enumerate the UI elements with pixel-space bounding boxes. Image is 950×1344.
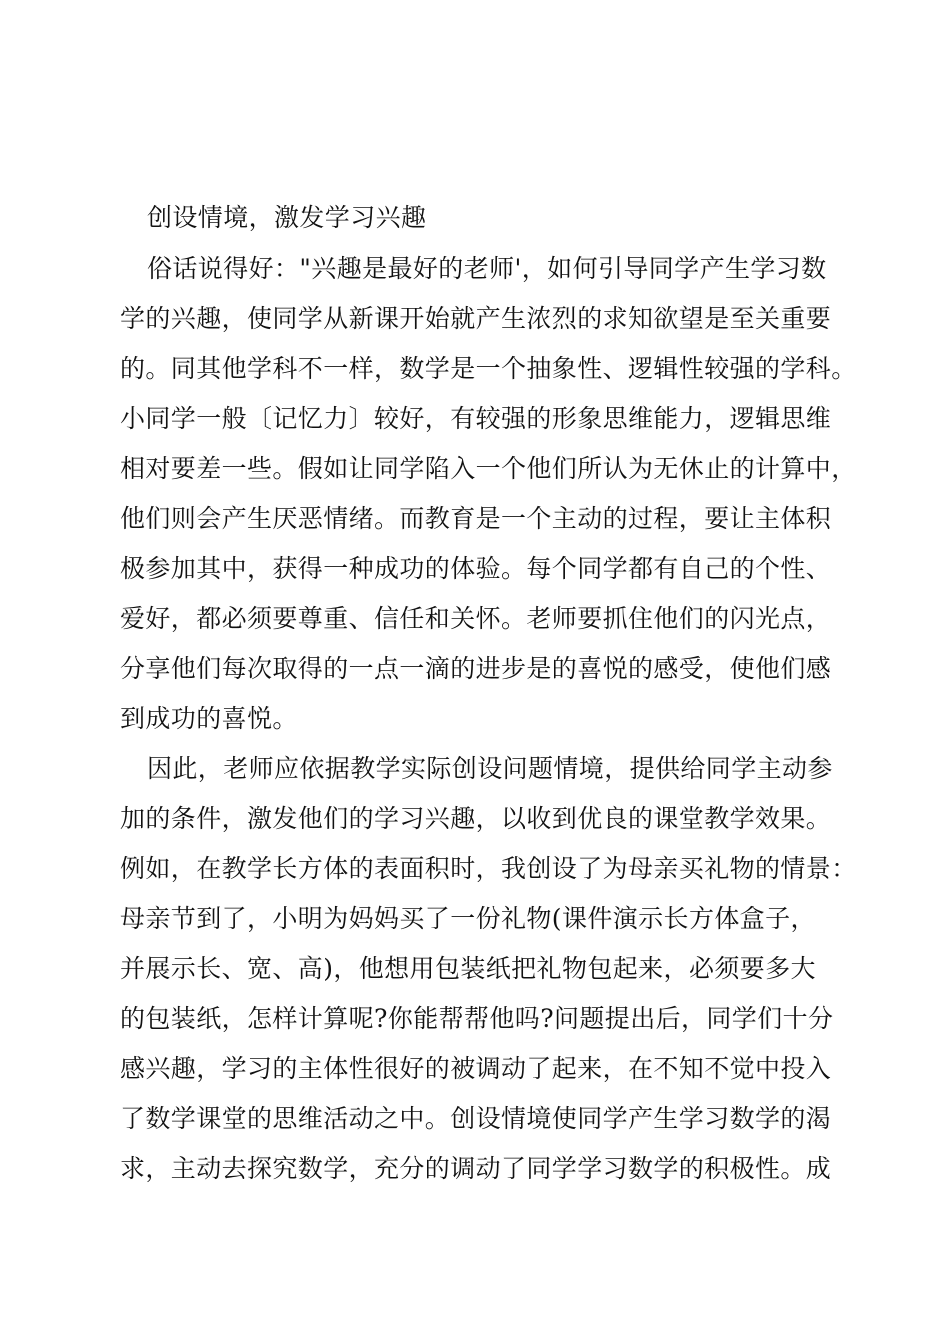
paragraph-2-line-3: 例如，在教学长方体的表面积时，我创设了为母亲买礼物的情景： [120,854,857,883]
paragraph-2-line-5: 并展示长、宽、高)，他想用包装纸把礼物包起来，必须要多大 [120,954,816,983]
paragraph-1-line-1: 俗话说得好："兴趣是最好的老师'，如何引导同学产生学习数 [147,254,827,283]
paragraph-1-line-7: 极参加其中，获得一种成功的体验。每个同学都有自己的个性、 [120,554,832,583]
paragraph-2-line-7: 感兴趣，学习的主体性很好的被调动了起来，在不知不觉中投入 [120,1054,832,1083]
paragraph-1-line-8: 爱好，都必须要尊重、信任和关怀。老师要抓住他们的闪光点， [120,604,832,633]
paragraph-2-line-9: 求，主动去探究数学，充分的调动了同学学习数学的积极性。成 [120,1154,832,1183]
paragraph-1-line-4: 小同学一般〔记忆力〕较好，有较强的形象思维能力，逻辑思维 [120,404,832,433]
paragraph-1-line-3: 的。同其他学科不一样，数学是一个抽象性、逻辑性较强的学科。 [120,354,857,383]
paragraph-2-line-1: 因此，老师应依据教学实际创设问题情境，提供给同学主动参 [147,754,833,783]
paragraph-1-line-5: 相对要差一些。假如让同学陷入一个他们所认为无休止的计算中， [120,454,857,483]
paragraph-1-line-6: 他们则会产生厌恶情绪。而教育是一个主动的过程，要让主体积 [120,504,832,533]
paragraph-1-line-9: 分享他们每次取得的一点一滴的进步是的喜悦的感受，使他们感 [120,654,832,683]
paragraph-2-line-8: 了数学课堂的思维活动之中。创设情境使同学产生学习数学的渴 [120,1104,832,1133]
paragraph-1-line-10: 到成功的喜悦。 [120,704,298,733]
section-heading: 创设情境，激发学习兴趣 [147,203,427,232]
paragraph-2-line-4: 母亲节到了，小明为妈妈买了一份礼物(课件演示长方体盒子， [120,904,816,933]
paragraph-1-line-2: 学的兴趣，使同学从新课开始就产生浓烈的求知欲望是至关重要 [120,304,832,333]
paragraph-2-line-6: 的包装纸，怎样计算呢?你能帮帮他吗?问题提出后，同学们十分 [120,1004,834,1033]
paragraph-2-line-2: 加的条件，激发他们的学习兴趣，以收到优良的课堂教学效果。 [120,804,832,833]
